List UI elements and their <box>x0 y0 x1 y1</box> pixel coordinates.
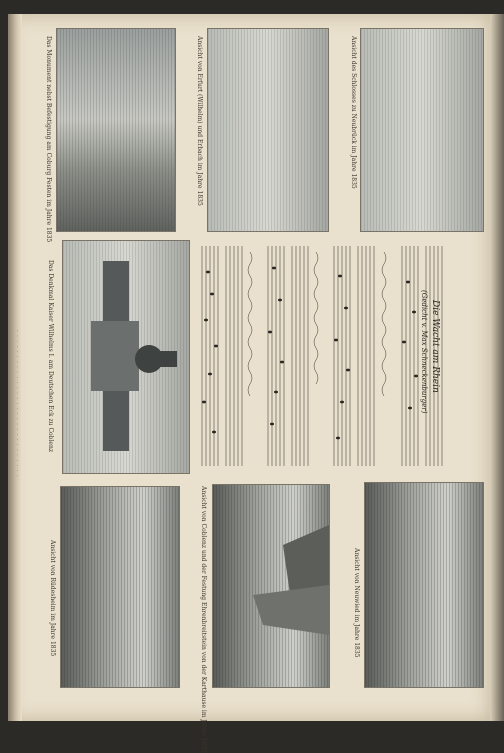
music-title: Die Wacht am Rhein <box>430 300 440 393</box>
engraving-top-left <box>56 28 176 232</box>
caption-top-right: Ansicht des Schlosses zu Neubrück im Jahre 1835 <box>350 36 357 189</box>
engraving-monument <box>62 240 190 474</box>
engraving-top-middle <box>207 28 329 232</box>
caption-middle-left: Das Denkmal Kaiser Wilhelms I. am Deutschen Eck zu Coblenz <box>47 260 54 452</box>
monument-drawing <box>63 241 189 473</box>
engraving-bottom-left <box>60 486 180 688</box>
engraving-bottom-middle <box>212 484 330 688</box>
caption-bottom-left: Ansicht von Rüdesheim im Jahre 1835 <box>49 540 56 657</box>
music-subtitle: (Gedicht v. Max Schneckenburger) <box>420 290 428 414</box>
fortress-drawing <box>213 485 329 687</box>
margin-decoration: · · · · · · · · · · · · · · · · · · · · · · · · · · · · · <box>14 330 20 478</box>
engraving-bottom-right <box>364 482 484 688</box>
engraving-top-right <box>360 28 484 232</box>
caption-top-left: Das Monument nebst Befestigung am Coburg Festen im Jahre 1835 <box>45 36 52 243</box>
caption-bottom-right: Ansicht von Neuwied im Jahre 1835 <box>353 548 360 658</box>
page-edge <box>490 14 504 721</box>
caption-bottom-middle: Ansicht von Coblenz und der Festung Ehrenbreitstein von der Karthause im Jahre 1835 <box>200 486 207 753</box>
caption-top-middle: Ansicht von Erfurt (Wilhelm) und Erbach im Jahre 1835 <box>196 36 203 206</box>
